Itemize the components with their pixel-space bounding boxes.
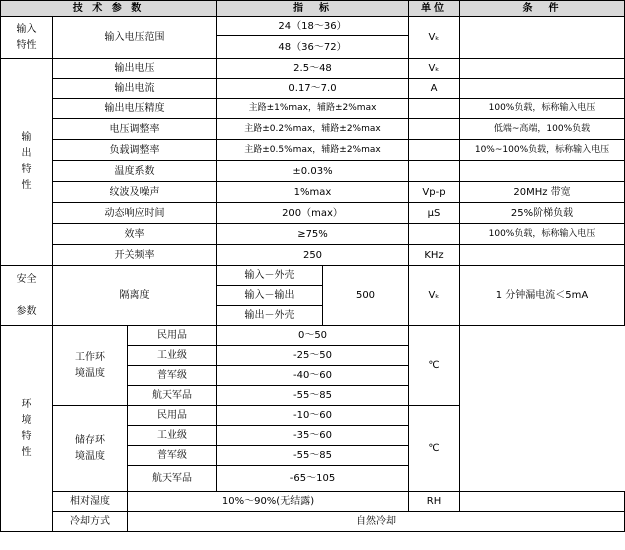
- env-group-label: 环 境 特 性: [1, 326, 53, 532]
- input-value-1: 24（18～36）: [217, 17, 409, 36]
- grade-label: 航天军品: [128, 386, 217, 406]
- humidity-value: 10%～90%(无结露): [128, 492, 409, 512]
- output-condition: 20MHz 带宽: [460, 182, 625, 203]
- humidity-row: [1, 492, 625, 512]
- cooling-param: 冷却方式: [53, 512, 128, 532]
- output-unit: [409, 161, 460, 182]
- safety-row: [1, 266, 625, 286]
- output-value: 主路±0.2%max，辅路±2%max: [217, 119, 409, 140]
- output-condition: 25%阶梯负载: [460, 203, 625, 224]
- storage-temp-label: 储存环 境温度: [53, 406, 128, 492]
- output-value: ±0.03%: [217, 161, 409, 182]
- output-value: 0.17～7.0: [217, 79, 409, 99]
- isolation-param: 隔离度: [53, 266, 217, 326]
- output-condition: [460, 79, 625, 99]
- isolation-condition: 1 分钟漏电流＜5mA: [460, 266, 625, 326]
- output-row: [1, 245, 625, 266]
- output-unit: A: [409, 79, 460, 99]
- isolation-sub: 输入－外壳: [217, 266, 323, 286]
- input-param: 输入电压范围: [53, 17, 217, 59]
- output-group-label: 输 出 特 性: [1, 59, 53, 266]
- output-param: 效率: [53, 224, 217, 245]
- output-param: 温度系数: [53, 161, 217, 182]
- grade-label: 民用品: [128, 406, 217, 426]
- input-row: [1, 17, 625, 36]
- isolation-sub: 输出－外壳: [217, 306, 323, 326]
- isolation-value: 500: [323, 266, 409, 326]
- operating-temp-label: 工作环 境温度: [53, 326, 128, 406]
- cooling-value: 自然冷却: [128, 512, 625, 532]
- grade-label: 航天军品: [128, 466, 217, 492]
- output-value: 主路±0.5%max，辅路±2%max: [217, 140, 409, 161]
- output-condition: [460, 245, 625, 266]
- env-blank: [460, 326, 625, 492]
- output-param: 开关频率: [53, 245, 217, 266]
- header-condition: 条 件: [460, 1, 625, 17]
- temp-value: -40～60: [217, 366, 409, 386]
- grade-label: 工业级: [128, 346, 217, 366]
- output-unit: μS: [409, 203, 460, 224]
- grade-label: 民用品: [128, 326, 217, 346]
- output-row: [1, 203, 625, 224]
- output-unit: [409, 140, 460, 161]
- header-unit: 单位: [409, 1, 460, 17]
- env-row: [1, 326, 625, 346]
- storage-temp-unit: ℃: [409, 406, 460, 492]
- temp-value: -55～85: [217, 386, 409, 406]
- output-row: [1, 99, 625, 119]
- output-value: ≥75%: [217, 224, 409, 245]
- output-value: 200（max）: [217, 203, 409, 224]
- temp-value: 0～50: [217, 326, 409, 346]
- output-unit: KHz: [409, 245, 460, 266]
- output-row: [1, 119, 625, 140]
- output-unit: [409, 224, 460, 245]
- output-condition: [460, 59, 625, 79]
- grade-label: 普军级: [128, 366, 217, 386]
- output-unit: Vp-p: [409, 182, 460, 203]
- output-unit: [409, 119, 460, 140]
- cooling-row: [1, 512, 625, 532]
- output-value: 1%max: [217, 182, 409, 203]
- output-param: 输出电压: [53, 59, 217, 79]
- isolation-sub: 输入－输出: [217, 286, 323, 306]
- output-param: 输出电压精度: [53, 99, 217, 119]
- output-condition: 低端~高端，100%负载: [460, 119, 625, 140]
- output-row: [1, 79, 625, 99]
- temp-value: -35～60: [217, 426, 409, 446]
- output-condition: [460, 161, 625, 182]
- header-row: [1, 1, 625, 17]
- header-params: 技 术 参 数: [1, 1, 217, 17]
- header-spec: 指 标: [217, 1, 409, 17]
- output-condition: 100%负载，标称输入电压: [460, 99, 625, 119]
- humidity-unit: RH: [409, 492, 460, 512]
- output-condition: 10%~100%负载，标称输入电压: [460, 140, 625, 161]
- output-param: 负载调整率: [53, 140, 217, 161]
- humidity-condition: [460, 492, 625, 512]
- output-row: [1, 182, 625, 203]
- output-unit: Vₖ: [409, 59, 460, 79]
- grade-label: 工业级: [128, 426, 217, 446]
- input-unit: Vₖ: [409, 17, 460, 59]
- output-row: [1, 161, 625, 182]
- input-value-2: 48（36～72）: [217, 36, 409, 59]
- input-condition: [460, 17, 625, 59]
- output-value: 主路±1%max，辅路±2%max: [217, 99, 409, 119]
- temp-value: -65～105: [217, 466, 409, 492]
- output-param: 纹波及噪声: [53, 182, 217, 203]
- safety-group-label: 安全 参数: [1, 266, 53, 326]
- temp-value: -25～50: [217, 346, 409, 366]
- output-row: [1, 224, 625, 245]
- temp-value: -55～85: [217, 446, 409, 466]
- input-group-label: 输入 特性: [1, 17, 53, 59]
- output-unit: [409, 99, 460, 119]
- output-value: 2.5～48: [217, 59, 409, 79]
- output-param: 输出电流: [53, 79, 217, 99]
- grade-label: 普军级: [128, 446, 217, 466]
- output-condition: 100%负载，标称输入电压: [460, 224, 625, 245]
- output-row: [1, 59, 625, 79]
- output-row: [1, 140, 625, 161]
- output-value: 250: [217, 245, 409, 266]
- isolation-unit: Vₖ: [409, 266, 460, 326]
- output-param: 电压调整率: [53, 119, 217, 140]
- output-param: 动态响应时间: [53, 203, 217, 224]
- temp-value: -10～60: [217, 406, 409, 426]
- humidity-param: 相对湿度: [53, 492, 128, 512]
- operating-temp-unit: ℃: [409, 326, 460, 406]
